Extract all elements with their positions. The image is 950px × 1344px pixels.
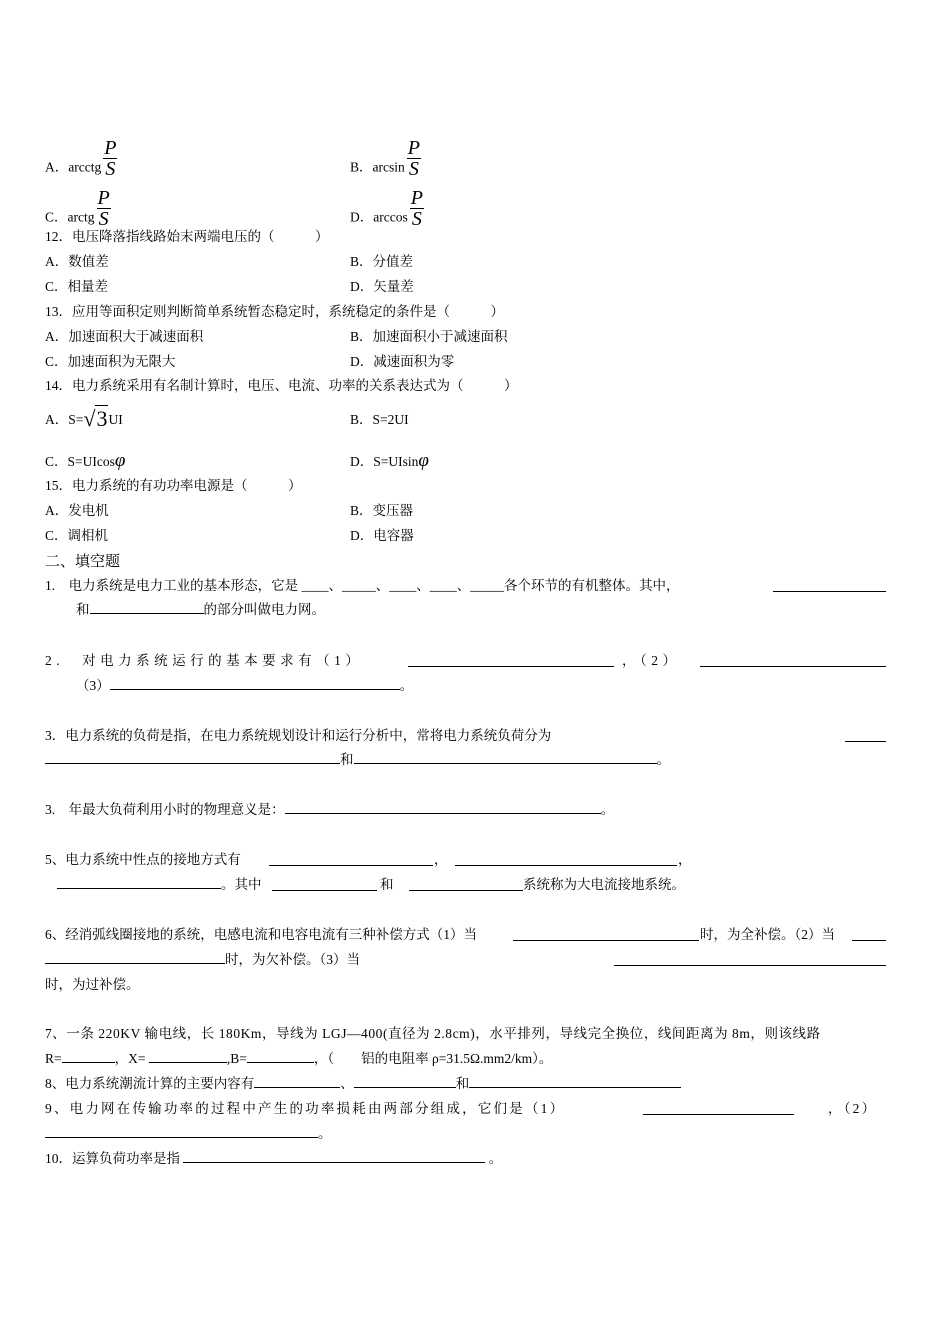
fill-7-blank-r[interactable] xyxy=(62,1050,115,1063)
fill-6-text-3: 时，为欠补偿。（3）当 xyxy=(225,952,360,967)
q13-option-b: B．加速面积小于减速面积 xyxy=(350,329,508,344)
fill-8-blank-1[interactable] xyxy=(254,1075,340,1088)
fill-8-sep: 、 xyxy=(340,1076,354,1091)
frac-numerator: P xyxy=(407,137,420,159)
fill-10-text: 10．运算负荷功率是指 xyxy=(45,1151,184,1166)
fill-1-blank-e[interactable] xyxy=(773,579,886,592)
fill-7-line-1 xyxy=(45,1025,821,1043)
q14-option-c-label: C．S=UIcos xyxy=(45,454,115,469)
q11-option-a xyxy=(45,137,117,189)
fill-5-blank-4[interactable] xyxy=(272,878,377,891)
q14-option-a-tail: UI xyxy=(108,412,123,427)
fill-2-blank-3[interactable] xyxy=(110,677,400,690)
fill-5-tail: 系统称为大电流接地系统。 xyxy=(523,877,685,892)
fill-5-blank-3[interactable] xyxy=(57,876,221,889)
fill-6-blank-2-start[interactable] xyxy=(852,928,886,941)
fill-3-blank-1[interactable] xyxy=(45,751,340,764)
fill-5-text: 5、电力系统中性点的接地方式有 xyxy=(45,852,241,867)
fill-6-line-1 xyxy=(45,926,477,944)
fill-10-blank[interactable] xyxy=(183,1150,485,1163)
fill-1-line-1 xyxy=(45,577,680,595)
fill-1-line-2 xyxy=(76,601,325,619)
q11-option-c-label: C．arctg xyxy=(45,209,95,225)
q15-option-a: A．发电机 xyxy=(45,503,109,518)
fill-8-and: 和 xyxy=(455,1076,470,1091)
sqrt-symbol: √3 xyxy=(83,406,108,431)
fill-2-blank-2[interactable] xyxy=(700,654,886,667)
fill-7-blank-x[interactable] xyxy=(149,1050,227,1063)
frac-numerator: P xyxy=(410,187,423,209)
q14-option-d xyxy=(350,452,429,471)
fill-7-line-2 xyxy=(45,1050,552,1068)
fill-8-blank-2[interactable] xyxy=(354,1075,456,1088)
fill-3b-blank[interactable] xyxy=(285,801,601,814)
fill-3-period: 。 xyxy=(656,752,670,767)
q14-option-d-label: D．S=UIsin xyxy=(350,454,419,469)
fraction-p-over-s xyxy=(407,138,421,179)
fill-6-blank-2[interactable] xyxy=(45,951,225,964)
fill-6-blank-3[interactable] xyxy=(614,953,886,966)
fill-9-blank-1[interactable] xyxy=(643,1102,794,1115)
fraction-p-over-s xyxy=(97,188,111,229)
fill-9-period: 。 xyxy=(318,1126,332,1141)
fill-5-comma-2: ， xyxy=(678,852,692,867)
fill-7-b: ,B= xyxy=(226,1051,247,1066)
fill-5-blank-1[interactable] xyxy=(269,853,433,866)
phi-symbol: φ xyxy=(114,450,126,471)
fill-8-text: 8、电力系统潮流计算的主要内容有 xyxy=(45,1076,255,1091)
fill-2-label-3: （3） xyxy=(76,678,110,693)
q11-option-a-label: A．arcctg xyxy=(45,159,102,175)
fill-3-blank-2[interactable] xyxy=(354,751,657,764)
frac-numerator: P xyxy=(97,187,110,209)
q12-stem: 12．电压降落指线路始末两端电压的（ ） xyxy=(45,229,329,244)
fill-3-blank-start[interactable] xyxy=(845,729,886,742)
fill-6-text: 6、经消弧线圈接地的系统，电感电流和电容电流有三种补偿方式（1）当 xyxy=(45,927,477,942)
fill-5-and: 和 xyxy=(380,877,394,892)
fill-5-line-1 xyxy=(45,851,241,869)
fill-1-tail: 的部分叫做电力网。 xyxy=(203,602,325,617)
sqrt-radicand: 3 xyxy=(96,406,108,431)
q14-option-a xyxy=(45,406,123,431)
q14-option-c xyxy=(45,452,125,471)
fill-2-period: 。 xyxy=(399,678,414,693)
fill-7-tail: ，（ 铝的电阻率 ρ=31.5Ω.mm2/km）。 xyxy=(313,1051,553,1066)
fill-3-and: 和 xyxy=(340,752,354,767)
fill-3b-text: 3. 年最大负荷利用小时的物理意义是： xyxy=(45,802,285,817)
fill-6-line-3: 时，为过补偿。 xyxy=(45,977,140,992)
q15-option-c: C．调相机 xyxy=(45,528,109,543)
fill-8-line xyxy=(45,1075,681,1093)
q13-option-a: A．加速面积大于减速面积 xyxy=(45,329,204,344)
fill-9-text: 9、电力网在传输功率的过程中产生的功率损耗由两部分组成，它们是（1） xyxy=(45,1101,566,1116)
fill-2-text-2: ，（2） xyxy=(622,653,681,668)
frac-denominator: S xyxy=(98,208,109,230)
fraction-p-over-s xyxy=(103,138,117,179)
fill-6-blank-1[interactable] xyxy=(513,928,699,941)
fill-3-line-1: 3．电力系统的负荷是指，在电力系统规划设计和运行分析中，常将电力系统负荷分为 xyxy=(45,728,552,743)
frac-denominator: S xyxy=(408,158,419,180)
fill-7-blank-b[interactable] xyxy=(247,1050,314,1063)
fraction-p-over-s xyxy=(410,188,424,229)
q12-option-c: C．相量差 xyxy=(45,279,109,294)
fill-6-line-2 xyxy=(45,951,360,969)
q14-option-b: B．S=2UI xyxy=(350,412,409,427)
fill-5-line-2 xyxy=(57,876,262,894)
phi-symbol: φ xyxy=(418,450,429,471)
fill-9-text-2: ，（2） xyxy=(828,1101,878,1116)
fill-7-r: R= xyxy=(45,1051,62,1066)
frac-denominator: S xyxy=(411,208,422,230)
fill-2-blank-1[interactable] xyxy=(408,654,614,667)
fill-1-text: 1. 电力系统是电力工业的基本形态，它是 ____、_____、____、____、_____各个环节的有机整体。其中， xyxy=(45,578,680,593)
section-title: 二、填空题 xyxy=(45,552,121,570)
q14-option-a-label: A．S= xyxy=(45,412,84,427)
fill-7-x: ，X= xyxy=(114,1051,149,1066)
fill-2-line-1 xyxy=(45,652,363,670)
fill-3b-period: 。 xyxy=(600,802,615,817)
fill-9-blank-2[interactable] xyxy=(45,1125,318,1138)
fill-5-blank-2[interactable] xyxy=(455,853,677,866)
q13-option-c: C．加速面积为无限大 xyxy=(45,354,176,369)
frac-denominator: S xyxy=(105,158,116,180)
fill-9-line-2 xyxy=(45,1125,332,1143)
q13-stem: 13．应用等面积定则判断简单系统暂态稳定时，系统稳定的条件是（ ） xyxy=(45,304,504,319)
fill-1-blank-f[interactable] xyxy=(90,601,204,614)
q11-option-d xyxy=(350,187,424,239)
fill-1-and: 和 xyxy=(76,602,90,617)
q12-option-a: A．数值差 xyxy=(45,254,109,269)
q13-option-d: D．减速面积为零 xyxy=(350,354,455,369)
q11-option-d-label: D．arccos xyxy=(350,209,408,225)
q15-option-b: B．变压器 xyxy=(350,503,414,518)
fill-5-comma-1: ， xyxy=(434,852,448,867)
fill-9-line-1 xyxy=(45,1100,565,1118)
q12-option-d: D．矢量差 xyxy=(350,279,414,294)
fill-8-blank-3[interactable] xyxy=(469,1075,681,1088)
q14-stem: 14．电力系统采用有名制计算时，电压、电流、功率的关系表达式为（ ） xyxy=(45,378,518,393)
q15-option-d: D．电容器 xyxy=(350,528,414,543)
frac-numerator: P xyxy=(104,137,117,159)
fill-2-text: 2. 对电力系统运行的基本要求有（1） xyxy=(45,653,364,668)
q15-stem: 15．电力系统的有功功率电源是（ ） xyxy=(45,478,302,493)
fill-10-line xyxy=(45,1150,502,1168)
fill-3-line-2 xyxy=(45,751,670,769)
fill-7-text: 7、一条 220KV 输电线，长 180Km，导线为 LGJ—400(直径为 2.8cm)，水平排列，导线完全换位，线间距离为 8m，则该线路 xyxy=(45,1026,821,1041)
fill-6-text-2: 时，为全补偿。（2）当 xyxy=(700,927,835,942)
q11-option-b xyxy=(350,137,421,189)
fill-5-qizhong: 。其中 xyxy=(221,877,262,892)
fill-2-line-2 xyxy=(76,677,413,695)
q11-option-b-label: B．arcsin xyxy=(350,159,405,175)
fill-10-period: 。 xyxy=(485,1151,503,1166)
fill-3b-line xyxy=(45,801,614,819)
fill-5-blank-5[interactable] xyxy=(409,878,523,891)
q12-option-b: B．分值差 xyxy=(350,254,414,269)
